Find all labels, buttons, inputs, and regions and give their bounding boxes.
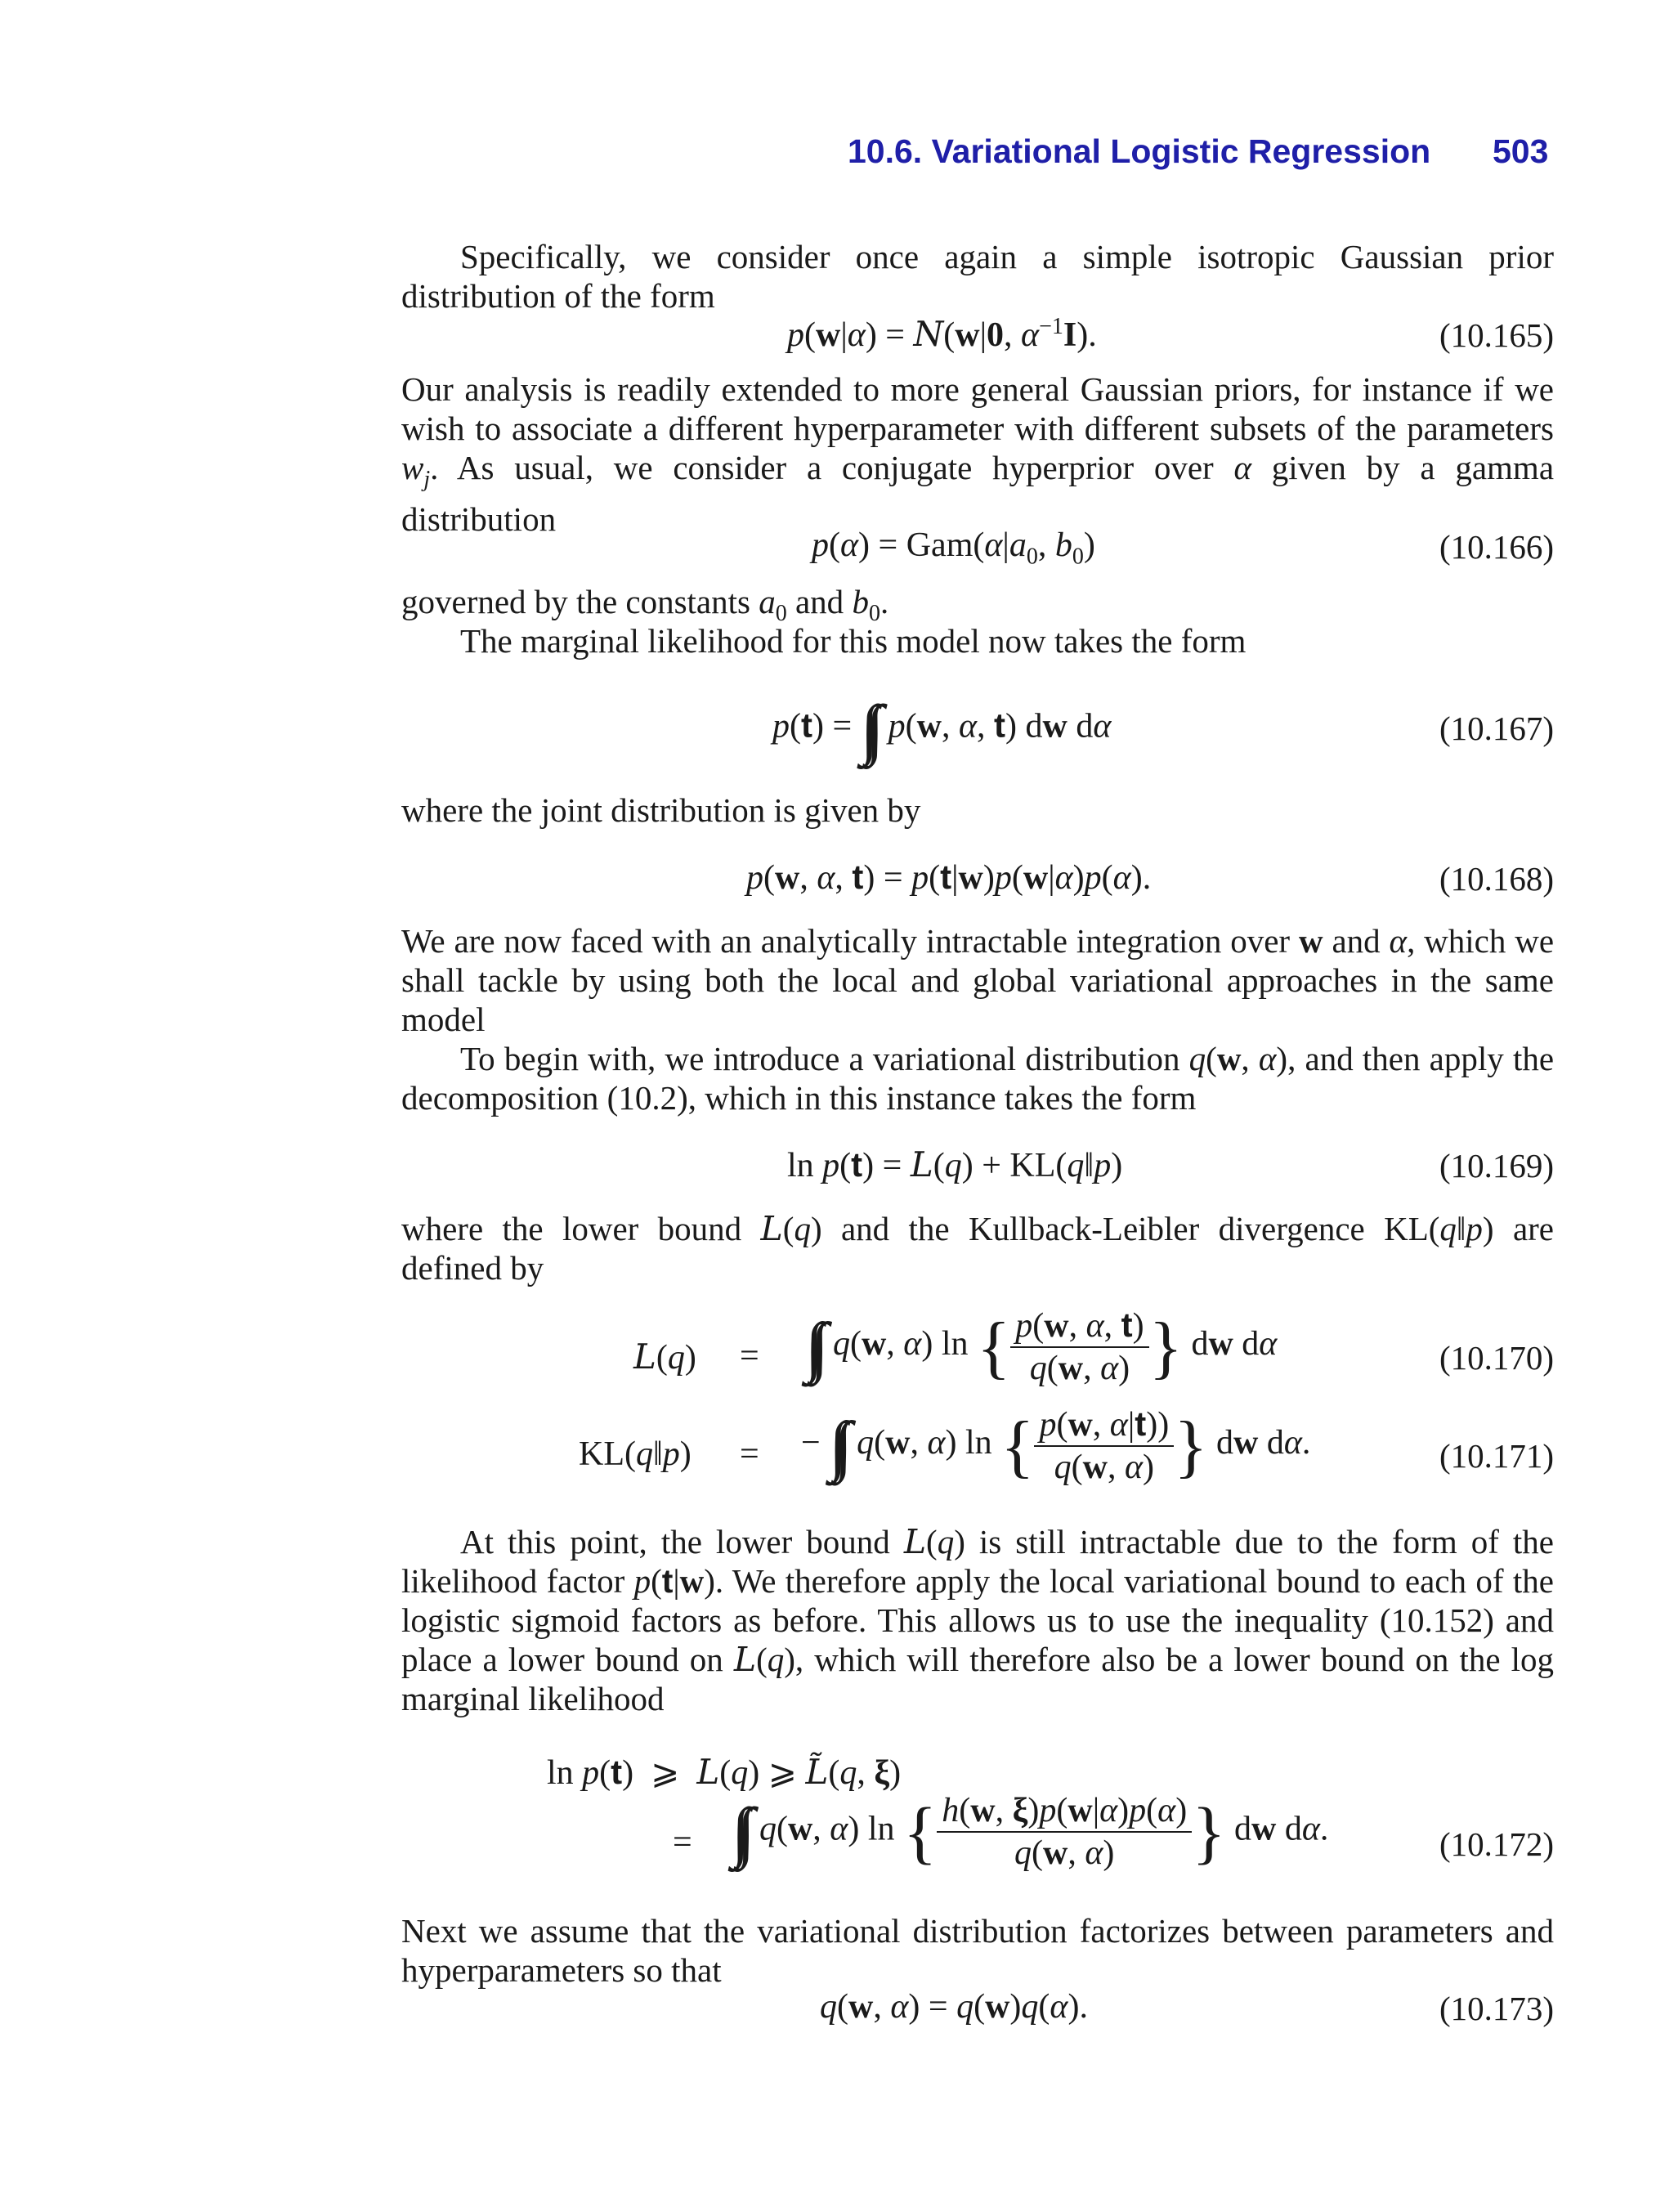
equation-number: (10.169) bbox=[1439, 1147, 1554, 1184]
paragraph-9-text-d: , which will therefore also be a lower bound on the log marginal likelihood bbox=[401, 1641, 1554, 1717]
equation-10-169: ln p(t) = L(q) + KL(q‖p) bbox=[787, 1144, 1123, 1184]
paragraph-2: Our analysis is readily extended to more general Gaussian priors, for instance if we wish to associate a different hyperparameter with different subsets of the parameters $w_j$. As usual, we consider a conjugate hyperprior over α given by a gamma distribution bbox=[401, 370, 1555, 539]
equation-number: (10.173) bbox=[1439, 1990, 1554, 2027]
equation-number: (10.165) bbox=[1439, 316, 1554, 354]
paragraph-8-text-b: and the Kullback-Leibler divergence bbox=[840, 1210, 1365, 1247]
equation-number: (10.172) bbox=[1439, 1825, 1554, 1863]
paragraph-6-text-b: and bbox=[1332, 922, 1381, 960]
paragraph-8-text-c: are defined by bbox=[401, 1210, 1554, 1287]
paragraph-7-text-b: , and then apply the decomposition (10.2), which in this instance takes the form bbox=[401, 1040, 1555, 1117]
equation-10-168: p(w, α, t) = p(t|w)p(w|α)p(α). bbox=[746, 857, 1152, 897]
paragraph-1 bbox=[401, 237, 1554, 316]
equation-10-170-lhs: L(q) bbox=[633, 1337, 696, 1377]
paragraph-10: Next we assume that the variational distribution factorizes between parameters and hyperparameters so that bbox=[401, 1912, 1554, 1989]
paragraph-3-text-b: and bbox=[794, 583, 844, 620]
equation-10-170-rhs: ∫∫ q(w, α) ln { $\frac{p(w, \alpha, t)}{q(w, \alpha)}$ } dw dα bbox=[805, 1305, 1278, 1387]
paragraph-7: To begin with, we introduce a variational distribution q(w, α), and then apply the decomposition (10.2), which in this instance takes the form bbox=[401, 1040, 1555, 1117]
equation-10-165: p(w|α) = N(w|0, $\alpha^{-1}I$). bbox=[787, 314, 1097, 354]
paragraph-6: We are now faced with an analytically intractable integration over w and α, which we shall tackle by using both the local and global variational approaches in the same model bbox=[401, 922, 1555, 1038]
document-page: 10.6. Variational Logistic Regression 503 Specifically, we consider once again a simple isotropic Gaussian prior distribution of the form p(w|α) = N(w|0, $\alpha^{-1}I$). (10.165) Our analysis is readily extended to more general Gaussian priors, for instance if we wish to associate a different hyperparameter with different subsets of the parameters $w_j$. As usual, we consider a conjugate hyperprior over α given by a gamma distribution $p(\alpha) = Gam(\alpha|a_0$, $b_0$) (10.166) governed by the constants $a_0$ and $b_0$. The marginal likelihood for this model now takes the form p(t) = ∫∫ p(w, α, t) dw dα (10.167) where the joint distribution is given by p(w, α, t) = p(t|w)p(w|α)p(α). (10.168) We are now faced with an analytically intractable integration over w and α, which we shall tackle by using both the local and global variational approaches in the same model To begin with, we introduce a variational distribution q(w, α), and then apply the decomposition (10.2), which in this instance takes the form ln p(t) = L(q) + KL(q‖p) (10.169) where the lower bound L(q) and the Kullback-Leibler divergence KL(q‖p) are defined by L(q) = ∫∫ q(w, α) ln { $\frac{p(w, \alpha, t)}{q(w, \alpha)}$ } dw dα (10.170) KL(q‖p) = − ∫∫ q(w, α) ln { $\frac{p(w, \alpha|t))}{q(w, \alpha)}$ } dw dα. (10.171) At this point, the lower bound L(q) is still intractable due to the form of the likelihood factor p(t|w). We therefore apply the local variational bound to each of the logistic sigmoid factors as before. This allows us to use the inequality (10.152) and place a lower bound on L(q), which will therefore also be a lower bound on the log marginal likelihood ln p(t) ⩾ L(q) ⩾ L̃(q, ξ) = ∫∫ q(w, α) ln { $\frac{h(w, \xi)p(w|\alpha)p(\alpha)}{q(w, \alpha)}$ } dw dα. (10.172) Next we assume that the variational distribution factorizes between parameters and hyperparameters so that q(w, α) = q(w)q(α). (10.173) bbox=[401, 132, 1555, 2027]
paragraph-8: where the lower bound L(q) and the Kullback-Leibler divergence KL(q‖p) are defined by bbox=[401, 1209, 1554, 1287]
equation-number: (10.170) bbox=[1439, 1339, 1554, 1377]
paragraph-2-text-a: Our analysis is readily extended to more general Gaussian priors, for instance if we wish to associate a different hyperparameter with different subsets of the parameters bbox=[401, 370, 1554, 447]
paragraph-8-text-a: where the lower bound bbox=[401, 1210, 742, 1247]
paragraph-9-text-b: is still intractable due to the form of the likelihood factor bbox=[401, 1523, 1554, 1600]
paragraph-3: governed by the constants $a_0$ and $b_0$. bbox=[401, 583, 889, 627]
page-number: 503 bbox=[1493, 132, 1549, 170]
equation-10-172-line2: ∫∫ q(w, α) ln { $\frac{h(w, \xi)p(w|\alpha)p(\alpha)}{q(w, \alpha)}$ } dw dα. bbox=[732, 1792, 1329, 1872]
equation-10-172-line1: ln p(t) ⩾ L(q) ⩾ L̃(q, ξ) bbox=[547, 1752, 902, 1792]
paragraph-3-text-a: governed by the constants bbox=[401, 583, 750, 620]
equation-10-166: $p(\alpha) = Gam(\alpha|a_0$, $b_0$) bbox=[812, 526, 1095, 570]
paragraph-6-text-c: , which we shall tackle by using both the local and global variational approaches in the same model bbox=[401, 922, 1555, 1038]
equation-number: (10.166) bbox=[1439, 528, 1554, 566]
equation-10-173: q(w, α) = q(w)q(α). bbox=[820, 1988, 1088, 2026]
paragraph-5: where the joint distribution is given by bbox=[401, 791, 921, 829]
paragraph-9: At this point, the lower bound L(q) is still intractable due to the form of the likelihood factor p(t|w). We therefore apply the local variational bound to each of the logistic sigmoid factors as before. This allows us to use the inequality (10.152) and place a lower bound on L(q), which will therefore also be a lower bound on the log marginal likelihood bbox=[401, 1522, 1554, 1717]
paragraph-9-text-a: At this point, the lower bound bbox=[460, 1523, 890, 1560]
equation-number: (10.171) bbox=[1439, 1437, 1554, 1475]
paragraph-4: The marginal likelihood for this model now takes the form bbox=[460, 622, 1247, 660]
paragraph-1-text: Specifically, we consider once again a simple isotropic Gaussian prior distribution of the form bbox=[401, 238, 1554, 315]
paragraph-6-text-a: We are now faced with an analytically intractable integration over bbox=[401, 922, 1291, 960]
paragraph-9-text-c: . We therefore apply the local variational bound to each of the logistic sigmoid factors as before. This allows us to use the inequality (10.152) and place a lower bound on bbox=[401, 1562, 1554, 1678]
section-title: 10.6. Variational Logistic Regression bbox=[848, 132, 1431, 170]
equation-10-167: p(t) = ∫∫ p(w, α, t) dw dα bbox=[772, 692, 1112, 766]
paragraph-7-text-a: To begin with, we introduce a variational distribution bbox=[460, 1040, 1180, 1077]
equation-number: (10.167) bbox=[1439, 710, 1554, 747]
equation-10-171-lhs: KL(q‖p) bbox=[579, 1435, 692, 1473]
paragraph-2-text-c: given by a gamma distribution bbox=[401, 449, 1555, 539]
equation-10-171-rhs: − ∫∫ q(w, α) ln { $\frac{p(w, \alpha|t))}{q(w, \alpha)}$ } dw dα. bbox=[801, 1404, 1311, 1486]
equation-number: (10.168) bbox=[1439, 860, 1554, 898]
paragraph-2-text-b: . As usual, we consider a conjugate hyperprior over bbox=[430, 449, 1214, 486]
